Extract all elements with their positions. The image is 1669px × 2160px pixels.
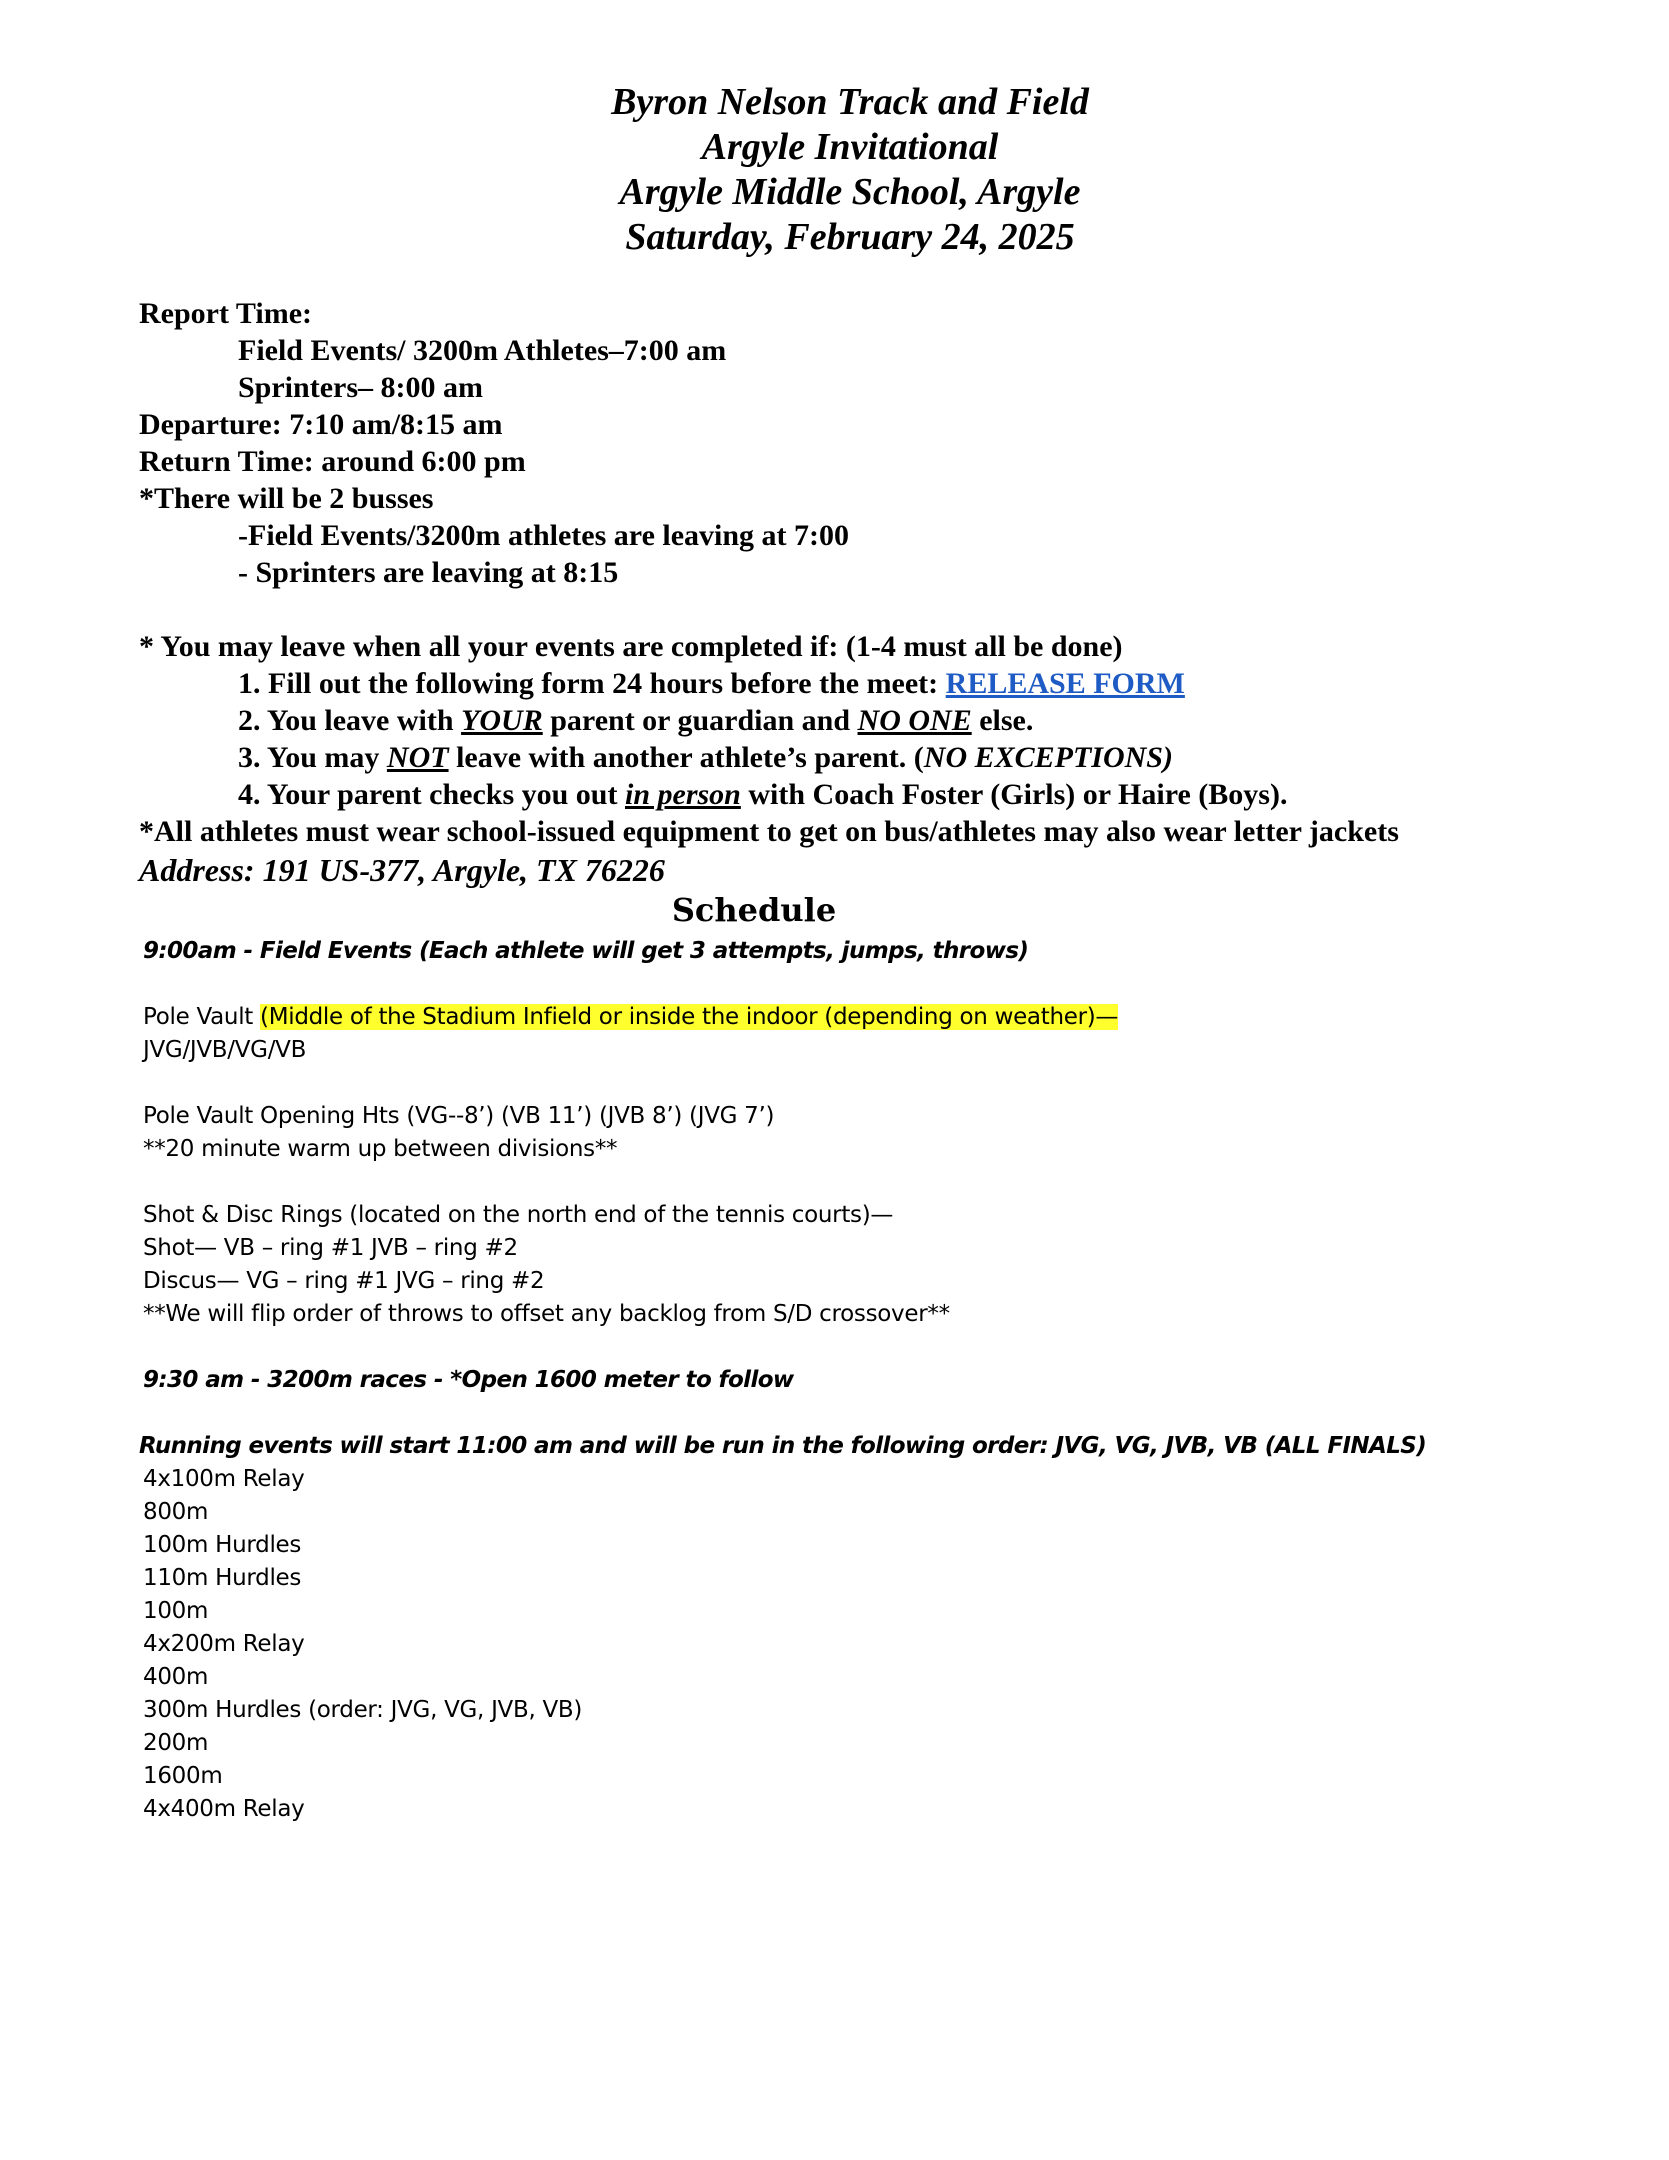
pole-vault-warmup: **20 minute warm up between divisions**: [143, 1136, 618, 1162]
rule-1: [238, 667, 1185, 701]
report-time-label: Report Time:: [139, 297, 313, 330]
rule-3-no-exceptions: NO EXCEPTIONS): [923, 741, 1173, 774]
address: Address: 191 US-377, Argyle, TX 76226: [139, 852, 665, 888]
throws-flip-note: **We will flip order of throws to offset any backlog from S/D crossover**: [143, 1301, 950, 1327]
rule-4-c: with Coach Foster (Girls) or Haire (Boys).: [740, 778, 1288, 811]
bus-sprinters: - Sprinters are leaving at 8:15: [238, 556, 619, 589]
report-sprinters: Sprinters– 8:00 am: [238, 371, 483, 404]
pole-vault-divisions: JVG/JVB/VG/VB: [143, 1037, 307, 1063]
list-item: 800m: [143, 1499, 209, 1525]
pole-vault-location: (Middle of the Stadium Infield or inside the indoor (depending on weather)—: [260, 1004, 1119, 1030]
title-line-3: Argyle Middle School, Argyle: [619, 171, 1081, 213]
rule-1-text: 1. Fill out the following form 24 hours before the meet:: [238, 667, 946, 700]
list-item: 300m Hurdles (order: JVG, VG, JVB, VB): [143, 1697, 583, 1723]
departure-time: Departure: 7:10 am/8:15 am: [139, 408, 503, 441]
report-field-events: Field Events/ 3200m Athletes–7:00 am: [238, 334, 727, 367]
list-item: 100m Hurdles: [143, 1532, 302, 1558]
list-item: 110m Hurdles: [143, 1565, 302, 1591]
list-item: 4x100m Relay: [143, 1466, 305, 1492]
list-item: 4x200m Relay: [143, 1631, 305, 1657]
rule-2-your: YOUR: [461, 704, 543, 737]
title-line-4: Saturday, February 24, 2025: [625, 216, 1075, 258]
discus-rings: Discus— VG – ring #1 JVG – ring #2: [143, 1268, 545, 1294]
pole-vault-label: Pole Vault: [143, 1004, 261, 1030]
bus-field-events: -Field Events/3200m athletes are leaving at 7:00: [238, 519, 850, 552]
schedule-title: Schedule: [671, 891, 837, 929]
return-time: Return Time: around 6:00 pm: [139, 445, 526, 478]
field-events-heading: 9:00am - Field Events (Each athlete will get 3 attempts, jumps, throws): [143, 938, 1029, 964]
running-events-heading: Running events will start 11:00 am and will be run in the following order: JVG, VG, JVB, VB (ALL FINALS): [139, 1433, 1427, 1459]
title-line-1: Byron Nelson Track and Field: [611, 81, 1089, 123]
shot-rings: Shot— VB – ring #1 JVB – ring #2: [143, 1235, 518, 1261]
list-item: 100m: [143, 1598, 209, 1624]
list-item: 200m: [143, 1730, 209, 1756]
title-line-2: Argyle Invitational: [701, 126, 999, 168]
rule-3-c: leave with another athlete’s parent. (: [448, 741, 924, 774]
rule-3: [238, 741, 1173, 775]
pole-vault-line: [143, 1004, 1118, 1030]
equipment-note: *All athletes must wear school-issued equipment to get on bus/athletes may also wear letter jackets: [139, 815, 1399, 848]
races-heading: 9:30 am - 3200m races - *Open 1600 meter to follow: [143, 1367, 794, 1393]
rule-2-c: parent or guardian and: [542, 704, 858, 737]
rule-2-a: 2. You leave with: [238, 704, 462, 737]
rule-4: [238, 778, 1287, 812]
busses-note: *There will be 2 busses: [139, 482, 434, 515]
list-item: 4x400m Relay: [143, 1796, 305, 1822]
list-item: 1600m: [143, 1763, 223, 1789]
rule-2-no-one: NO ONE: [857, 704, 972, 737]
leave-intro: * You may leave when all your events are completed if: (1-4 must all be done): [139, 630, 1123, 663]
list-item: 400m: [143, 1664, 209, 1690]
rings-location: Shot & Disc Rings (located on the north end of the tennis courts)—: [143, 1202, 894, 1228]
rule-3-not: NOT: [386, 741, 449, 774]
rule-2-e: else.: [971, 704, 1034, 737]
rule-2: [238, 704, 1033, 738]
rule-3-a: 3. You may: [238, 741, 387, 774]
rule-4-in-person: in person: [624, 778, 741, 811]
pole-vault-heights: Pole Vault Opening Hts (VG--8’) (VB 11’) (JVB 8’) (JVG 7’): [143, 1103, 775, 1129]
release-form-link[interactable]: RELEASE FORM: [945, 667, 1185, 700]
rule-4-a: 4. Your parent checks you out: [238, 778, 625, 811]
